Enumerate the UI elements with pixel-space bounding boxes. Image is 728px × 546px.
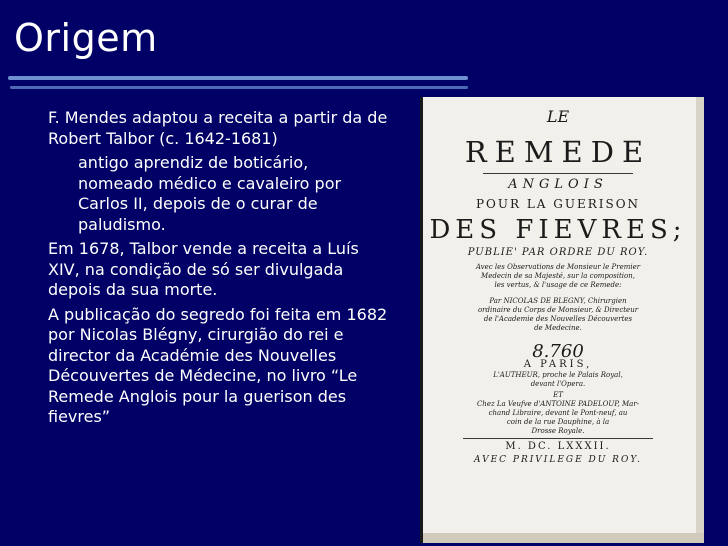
title-underline-top — [8, 76, 468, 80]
book-small-line: de Medecine. — [534, 324, 582, 332]
book-line: PUBLIE' PAR ORDRE DU ROY. — [467, 247, 649, 258]
book-line: POUR LA GUERISON — [475, 197, 641, 211]
divider — [463, 438, 653, 439]
divider — [483, 173, 633, 174]
bullet-paragraph: A publicação do segredo foi feita em 1682 por Nicolas Blégny, cirurgião do rei e director da Académie des Nouvelles Découvertes de Médecine, no livro “Le Remede Anglois pour la guerison des fievres” — [48, 304, 388, 426]
book-small-line: Drosse Royale. — [531, 427, 585, 435]
book-line: LE — [546, 107, 570, 126]
title-underline-bottom — [10, 86, 468, 89]
sub-bullet-paragraph: antigo aprendiz de boticário, nomeado médico e cavaleiro por Carlos II, depois de o curar de paludismo. — [78, 153, 342, 234]
page-edge — [696, 97, 704, 543]
slide-title: Origem — [14, 16, 158, 60]
book-subtitle: DES FIEVRES; — [429, 215, 687, 245]
page-edge — [423, 533, 704, 543]
book-line: A PARIS, — [523, 359, 593, 370]
book-small-line: coin de la rue Dauphine, à la — [506, 418, 610, 426]
book-small-line: L'AUTHEUR, proche le Palais Royal, — [493, 371, 623, 379]
book-small-line: ordinaire du Corps de Monsieur, & Directeur — [477, 306, 639, 314]
book-line: ANGLOIS — [508, 177, 608, 192]
book-date: M. DC. LXXXII. — [505, 441, 611, 452]
book-small-line: chand Libraire, devant le Pont-neuf, au — [488, 409, 628, 417]
book-small-line: devant l'Opera. — [530, 380, 586, 388]
slide-body — [48, 108, 388, 432]
book-small-line: les vertus, & l'usage de ce Remede: — [494, 281, 622, 289]
handwritten-number: 8.760 — [532, 341, 584, 362]
book-small-line: Par NICOLAS DE BLEGNY, Chirurgien — [489, 297, 627, 305]
book-line: AVEC PRIVILEGE DU ROY. — [474, 455, 642, 465]
book-title-page-image — [420, 97, 704, 543]
bullet-paragraph: F. Mendes adaptou a receita a partir da de Robert Talbor (c. 1642-1681) — [48, 108, 388, 148]
book-small-line: Avec les Observations de Monsieur le Premier — [475, 263, 641, 271]
book-main-title: REMEDE — [464, 135, 652, 169]
book-small-line: Medecin de sa Majesté, sur la composition, — [481, 272, 635, 280]
bullet-paragraph: Em 1678, Talbor vende a receita a Luís XIV, na condição de só ser divulgada depois da sua morte. — [48, 239, 359, 299]
book-small-line: de l'Academie des Nouvelles Découvertes — [483, 315, 633, 323]
book-small-line: Chez La Veufve d'ANTOINE PADELOUP, Mar- — [476, 400, 640, 408]
book-small-line: ET — [553, 391, 563, 399]
